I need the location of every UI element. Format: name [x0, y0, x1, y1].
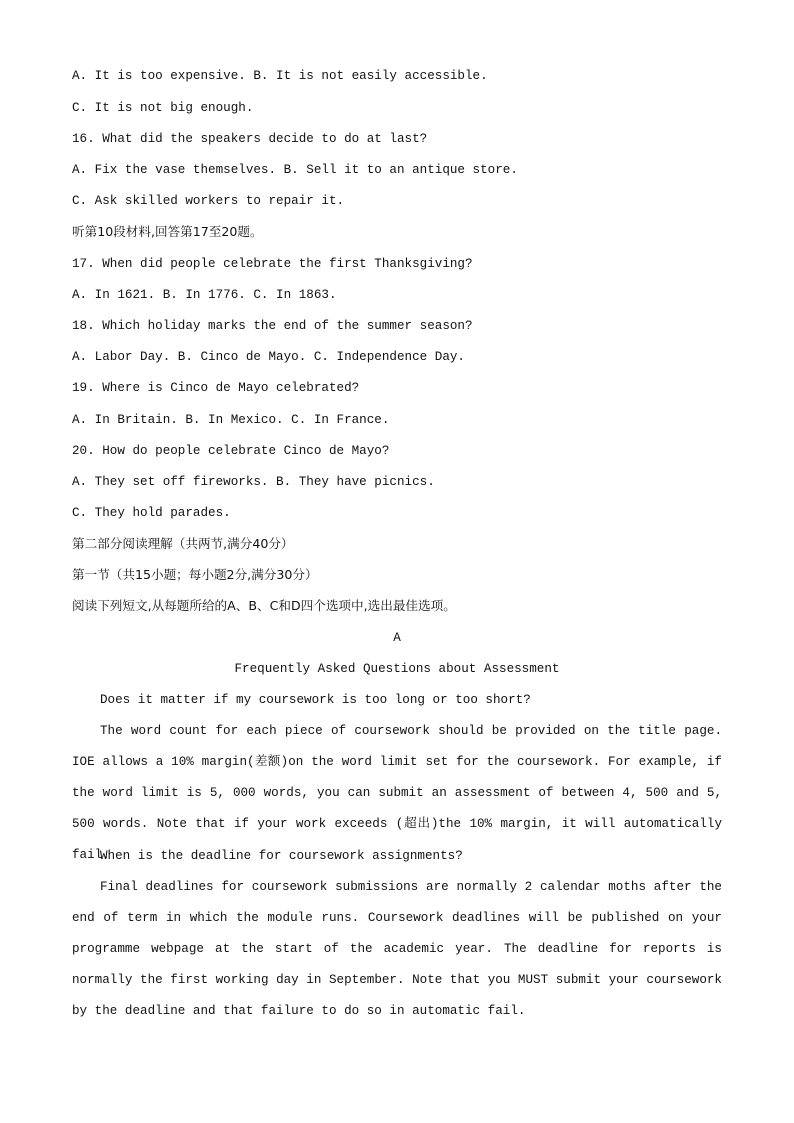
passage-question-2: When is the deadline for coursework assignments? [100, 849, 463, 863]
q20-question: 20. How do people celebrate Cinco de Mayo? [72, 444, 390, 458]
q19-options: A. In Britain. B. In Mexico. C. In France. [72, 413, 390, 427]
q16-options-line1: A. Fix the vase themselves. B. Sell it to an antique store. [72, 163, 518, 177]
q16-options-line2: C. Ask skilled workers to repair it. [72, 194, 345, 208]
q15-options-line1: A. It is too expensive. B. It is not easily accessible. [72, 69, 488, 83]
passage-question-1: Does it matter if my coursework is too long or too short? [100, 693, 531, 707]
q17-question: 17. When did people celebrate the first Thanksgiving? [72, 257, 473, 271]
part2-section1-heading: 第一节（共15小题；每小题2分,满分30分） [72, 567, 318, 582]
q18-options: A. Labor Day. B. Cinco de Mayo. C. Independence Day. [72, 350, 465, 364]
passage-answer-1: The word count for each piece of coursework should be provided on the title page. IOE allows a 10% margin(差额)on the word limit set for the coursework. For example, if the word limit is 5, 000 words, you can submit an assessment of between 4, 500 and 5, 500 words. Note that if your work exceeds (超出)the 10% margin, it will automatically fail. [72, 724, 722, 863]
part2-heading: 第二部分阅读理解（共两节,满分40分） [72, 536, 294, 551]
q15-options-line2: C. It is not big enough. [72, 101, 254, 115]
section10-instruction: 听第10段材料,回答第17至20题。 [72, 224, 263, 239]
passage-letter: A [393, 631, 401, 645]
passage-answer-2: Final deadlines for coursework submissions are normally 2 calendar moths after the end of term in which the module runs. Coursework deadlines will be published on your programme webpage at the start of the academic year. The deadline for reports is normally the first working day in September. Note that you MUST submit your coursework by the deadline and that failure to do so in automatic fail. [72, 880, 722, 1019]
passage-title: Frequently Asked Questions about Assessment [234, 662, 560, 676]
q18-question: 18. Which holiday marks the end of the summer season? [72, 319, 473, 333]
q17-options: A. In 1621. B. In 1776. C. In 1863. [72, 288, 337, 302]
q19-question: 19. Where is Cinco de Mayo celebrated? [72, 381, 360, 395]
q20-options-line1: A. They set off fireworks. B. They have picnics. [72, 475, 435, 489]
q20-options-line2: C. They hold parades. [72, 506, 231, 520]
part2-instruction: 阅读下列短文,从每题所给的A、B、C和D四个选项中,选出最佳选项。 [72, 598, 456, 613]
q16-question: 16. What did the speakers decide to do at last? [72, 132, 428, 146]
